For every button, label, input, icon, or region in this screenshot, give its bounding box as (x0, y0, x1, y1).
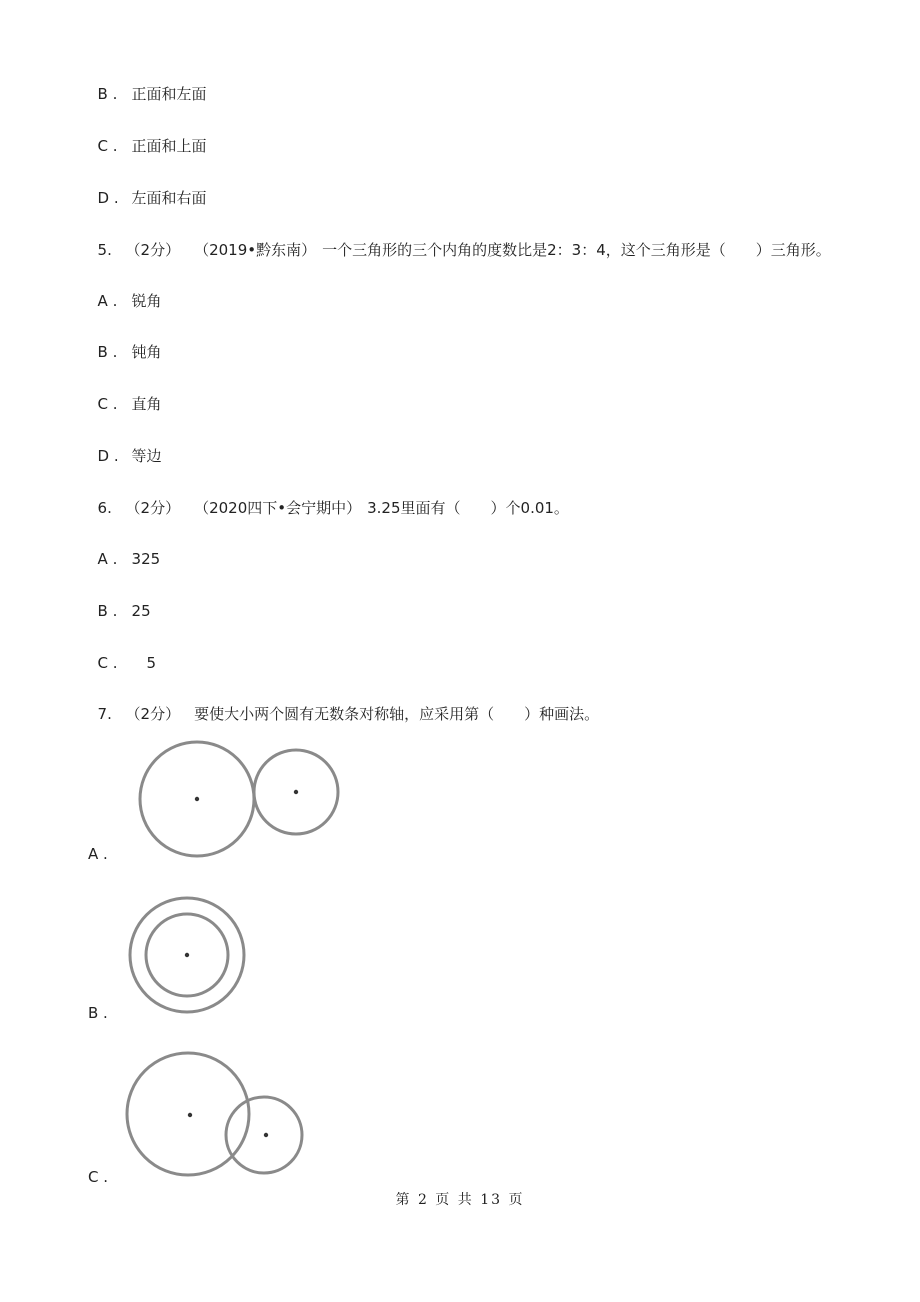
center-dot (294, 790, 298, 794)
q7-option-b-label: B . (88, 1004, 108, 1022)
q6-stem (88, 478, 569, 518)
question-source: （2020四下•会宁期中） (194, 499, 362, 517)
q4-option-b (88, 64, 207, 104)
question-number: 7. (97, 705, 112, 723)
page-footer: 第 2 页 共 13 页 (395, 1192, 525, 1208)
center-dot (188, 1113, 192, 1117)
q7-option-c-label: C . (88, 1168, 109, 1186)
q4-option-d (88, 168, 207, 208)
option-text: 325 (131, 550, 161, 568)
option-text: 5 (131, 654, 157, 672)
option-text: 25 (131, 602, 151, 620)
center-dot (195, 797, 199, 801)
question-score: （2分） (125, 499, 181, 517)
question-score: （2分） (125, 705, 181, 723)
question-number: 5. (97, 241, 112, 259)
option-text: 正面和左面 (131, 85, 207, 103)
question-score: （2分） (125, 241, 181, 259)
option-letter: A . (97, 292, 118, 310)
center-dot (264, 1133, 268, 1137)
option-text: 左面和右面 (131, 189, 207, 207)
figure-concentric-circles (122, 892, 252, 1018)
option-letter: B . (97, 343, 118, 361)
option-letter: B . (97, 85, 118, 103)
option-letter: D . (97, 447, 119, 465)
figure-tangent-circles (130, 735, 350, 865)
option-letter: A . (97, 550, 118, 568)
q7-stem (88, 684, 599, 724)
option-letter: C . (97, 395, 118, 413)
q7-option-a-label: A . (88, 845, 108, 863)
q5-option-b (88, 322, 162, 362)
q4-option-c (88, 116, 207, 156)
option-text: 钝角 (131, 343, 162, 361)
option-text: 等边 (131, 447, 162, 465)
figure-overlapping-circles (120, 1048, 310, 1184)
option-letter: C . (97, 654, 118, 672)
q6-option-a (88, 529, 160, 569)
option-text: 锐角 (131, 292, 162, 310)
q5-option-d (88, 426, 162, 466)
question-text: 一个三角形的三个内角的度数比是2：3：4，这个三角形是（ ）三角形。 (322, 241, 831, 259)
q6-option-b (88, 581, 151, 621)
option-letter: D . (97, 189, 119, 207)
option-letter: C . (97, 137, 118, 155)
question-text: 3.25里面有（ ）个0.01。 (367, 499, 569, 517)
option-letter: B . (97, 602, 118, 620)
question-text: 要使大小两个圆有无数条对称轴，应采用第（ ）种画法。 (194, 705, 600, 723)
question-source: （2019•黔东南） (194, 241, 317, 259)
option-text: 正面和上面 (131, 137, 207, 155)
q6-option-c (88, 633, 156, 673)
q5-option-c (88, 374, 162, 414)
q5-stem (88, 220, 831, 260)
option-text: 直角 (131, 395, 162, 413)
q5-option-a (88, 271, 162, 311)
center-dot (185, 953, 189, 957)
question-number: 6. (97, 499, 112, 517)
